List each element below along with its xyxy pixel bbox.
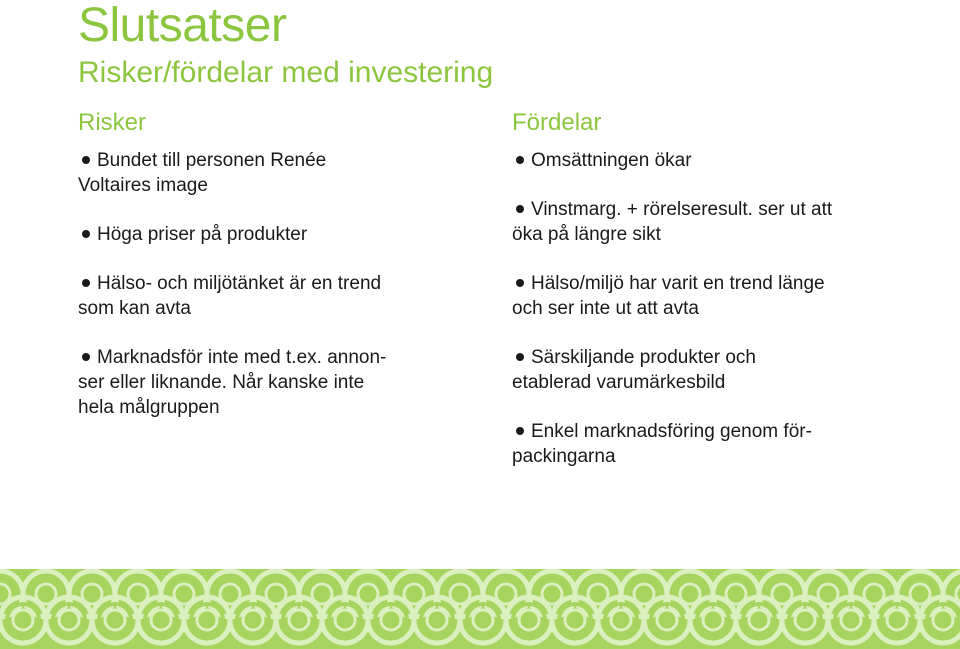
- benefits-list: [512, 148, 902, 469]
- list-item: [512, 345, 902, 395]
- bullet-icon: [82, 156, 90, 164]
- risk-item-text: Marknadsför inte med t.ex. annon- ser eller liknande. Når kanske inte hela målgruppen: [78, 347, 387, 418]
- bullet-icon: [516, 427, 524, 435]
- bullet-icon: [516, 205, 524, 213]
- list-item: [78, 345, 458, 420]
- bullet-icon: [82, 230, 90, 238]
- list-item: [512, 197, 902, 247]
- benefit-item-text: Vinstmarg. + rörelseresult. ser ut att öka på längre sikt: [512, 199, 833, 245]
- benefit-item-text: Enkel marknadsföring genom för- packingarna: [512, 421, 812, 467]
- benefit-item-text: Hälso/miljö har varit en trend länge och ser inte ut att avta: [512, 273, 825, 319]
- list-item: [512, 271, 902, 321]
- benefits-heading: Fördelar: [512, 109, 602, 136]
- list-item: [512, 419, 902, 469]
- risks-list: [78, 148, 458, 420]
- decorative-scallop-band: [0, 569, 960, 649]
- risks-heading: Risker: [78, 109, 147, 136]
- bullet-icon: [516, 156, 524, 164]
- risk-item-text: Bundet till personen Renée Voltaires image: [78, 150, 327, 196]
- benefit-item-text: Särskiljande produkter och etablerad varumärkesbild: [512, 347, 756, 393]
- list-item: [512, 148, 902, 173]
- risks-column: [78, 108, 458, 444]
- bullet-icon: [82, 279, 90, 287]
- bullet-icon: [82, 353, 90, 361]
- slide-subtitle: Risker/fördelar med investering: [78, 56, 494, 89]
- slide-title: Slutsatser: [78, 0, 287, 52]
- risk-item-text: Höga priser på produkter: [97, 224, 308, 245]
- risk-item-text: Hälso- och miljötänket är en trend som kan avta: [78, 273, 382, 319]
- benefits-column: [512, 108, 902, 493]
- list-item: [78, 271, 458, 321]
- bullet-icon: [516, 353, 524, 361]
- bullet-icon: [516, 279, 524, 287]
- list-item: [78, 148, 458, 198]
- list-item: [78, 222, 458, 247]
- benefit-item-text: Omsättningen ökar: [531, 150, 692, 171]
